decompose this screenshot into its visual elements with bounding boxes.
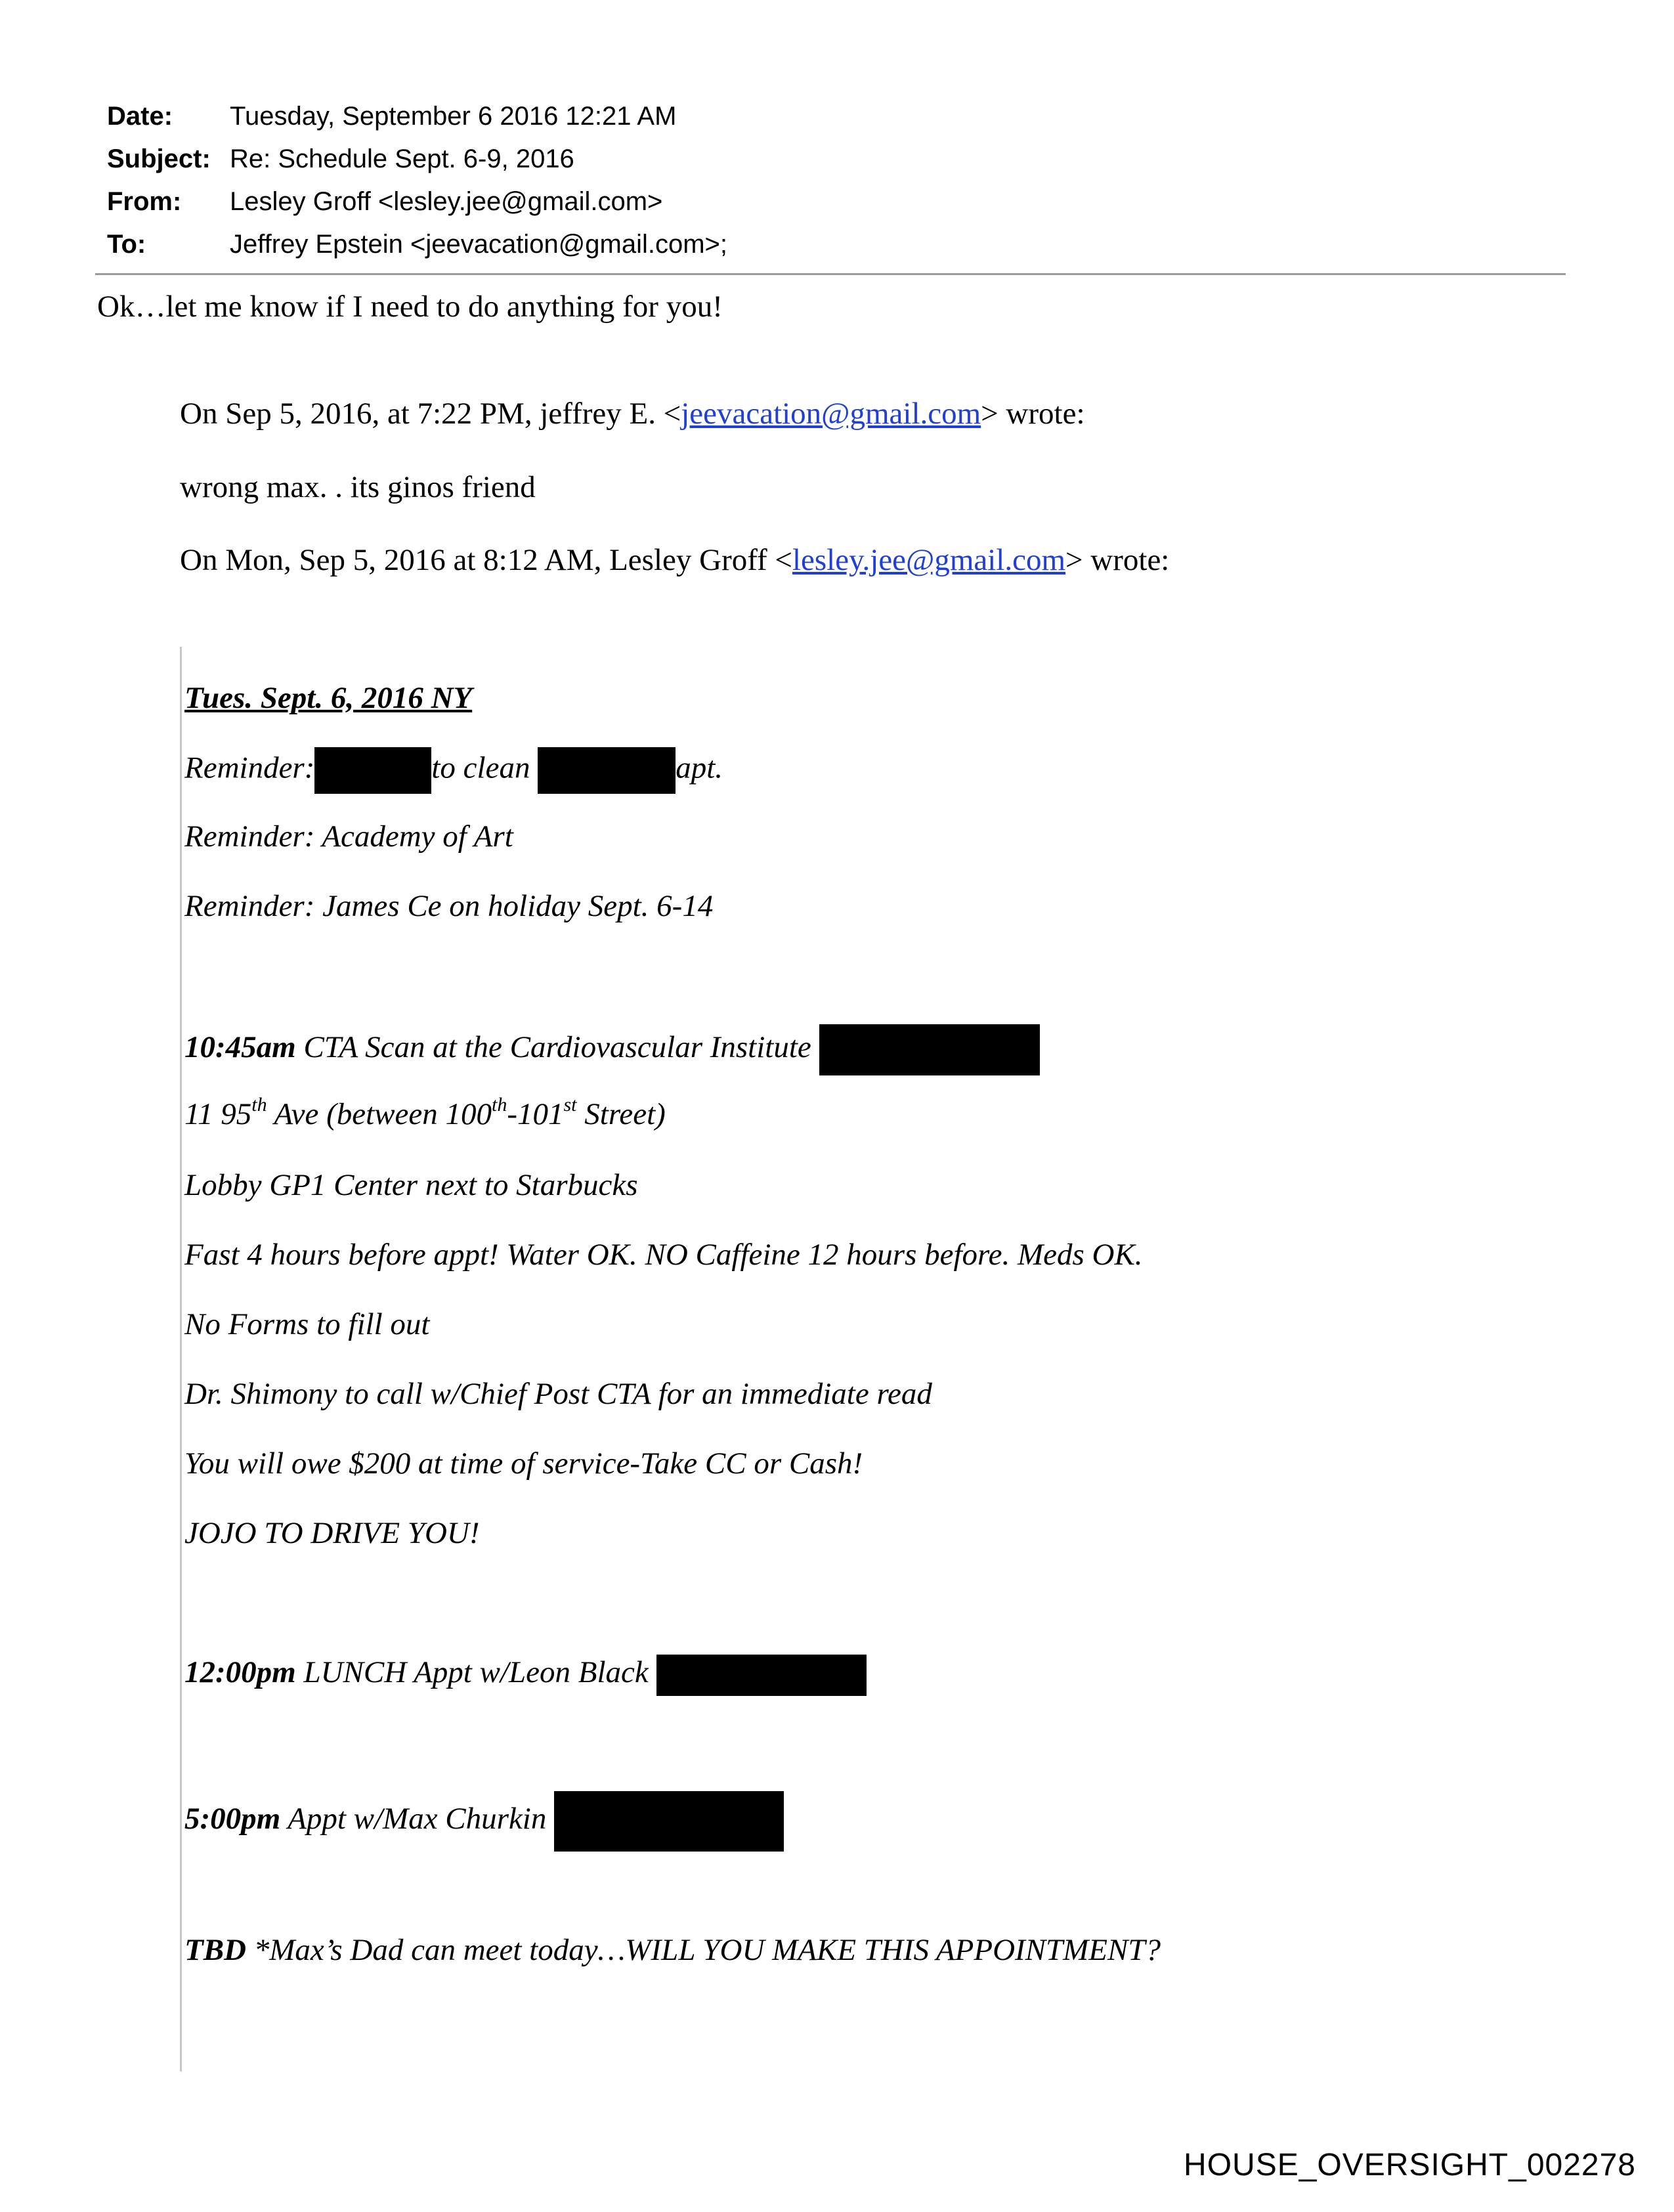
appt-cta-text: CTA Scan at the Cardiovascular Institute (303, 1030, 811, 1064)
redaction-block (554, 1791, 784, 1852)
appt-doctor-note: Dr. Shimony to call w/Chief Post CTA for an immediate read (184, 1377, 932, 1411)
appt-lunch (184, 1653, 867, 1696)
appt-cta-time: 10:45am (184, 1030, 296, 1064)
from-value: Lesley Groff <lesley.jee@gmail.com> (230, 187, 663, 216)
appt-tbd (184, 1930, 1161, 1970)
reminder-clean-c: apt. (676, 750, 723, 785)
date-value: Tuesday, September 6 2016 12:21 AM (230, 102, 677, 131)
subject-value: Re: Schedule Sept. 6-9, 2016 (230, 144, 574, 173)
appt-fast-note: Fast 4 hours before appt! Water OK. NO Caffeine 12 hours before. Meds OK. (184, 1238, 1143, 1272)
address-part: Street) (576, 1097, 666, 1131)
appt-payment-note: You will owe $200 at time of service-Take CC or Cash! (184, 1446, 863, 1481)
appt-max-text: Appt w/Max Churkin (288, 1801, 547, 1836)
quote2-email-link[interactable]: lesley.jee@gmail.com (792, 543, 1066, 577)
subject-label: Subject: (107, 144, 211, 173)
redaction-block (819, 1024, 1040, 1075)
appt-max (184, 1791, 784, 1852)
appt-lunch-text: LUNCH Appt w/Leon Black (303, 1655, 649, 1689)
quote2-suffix: > wrote: (1065, 543, 1170, 577)
date-label: Date: (107, 102, 173, 131)
appt-lobby: Lobby GP1 Center next to Starbucks (184, 1168, 638, 1202)
quote2-attribution (180, 540, 1169, 580)
to-value: Jeffrey Epstein <jeevacation@gmail.com>; (230, 230, 728, 259)
reminder-clean (184, 747, 723, 794)
quote1-prefix: On Sep 5, 2016, at 7:22 PM, jeffrey E. < (180, 397, 681, 431)
reminder-academy: Reminder: Academy of Art (184, 819, 513, 854)
address-part: Ave (between 100 (267, 1097, 492, 1131)
quote2-prefix: On Mon, Sep 5, 2016 at 8:12 AM, Lesley Groff < (180, 543, 792, 577)
bates-number: HOUSE_OVERSIGHT_002278 (1184, 2148, 1636, 2182)
schedule-date-heading: Tues. Sept. 6, 2016 NY (184, 681, 473, 715)
quote-bar (180, 647, 182, 2071)
to-label: To: (107, 230, 146, 259)
appt-lunch-time: 12:00pm (184, 1655, 296, 1689)
reply-text: Ok…let me know if I need to do anything for you! (97, 290, 723, 324)
quote1-text: wrong max. . its ginos friend (180, 470, 536, 504)
header-divider (95, 273, 1566, 275)
appt-tbd-time: TBD (184, 1933, 246, 1967)
address-part: 11 95 (184, 1097, 252, 1131)
address-sup: th (492, 1094, 507, 1116)
appt-cta-scan (184, 1024, 1040, 1075)
address-sup: th (251, 1094, 267, 1116)
quote1-attribution (180, 394, 1085, 433)
redaction-block (656, 1655, 867, 1696)
reminder-clean-a: Reminder: (184, 750, 315, 785)
appt-max-time: 5:00pm (184, 1801, 281, 1836)
appt-driver-note: JOJO TO DRIVE YOU! (184, 1516, 480, 1550)
quote1-suffix: > wrote: (981, 397, 1085, 431)
appt-forms-note: No Forms to fill out (184, 1307, 430, 1341)
address-sup: st (563, 1094, 577, 1116)
appt-tbd-text: *Max’s Dad can meet today…WILL YOU MAKE THIS APPOINTMENT? (253, 1933, 1161, 1967)
redaction-block (314, 747, 431, 794)
quote1-email-link[interactable]: jeevacation@gmail.com (681, 397, 981, 431)
redaction-block (538, 747, 676, 794)
appt-address (184, 1095, 666, 1134)
address-part: -101 (507, 1097, 564, 1131)
from-label: From: (107, 187, 182, 216)
reminder-holiday: Reminder: James Ce on holiday Sept. 6-14 (184, 889, 714, 923)
reminder-clean-b: to clean (431, 750, 530, 785)
